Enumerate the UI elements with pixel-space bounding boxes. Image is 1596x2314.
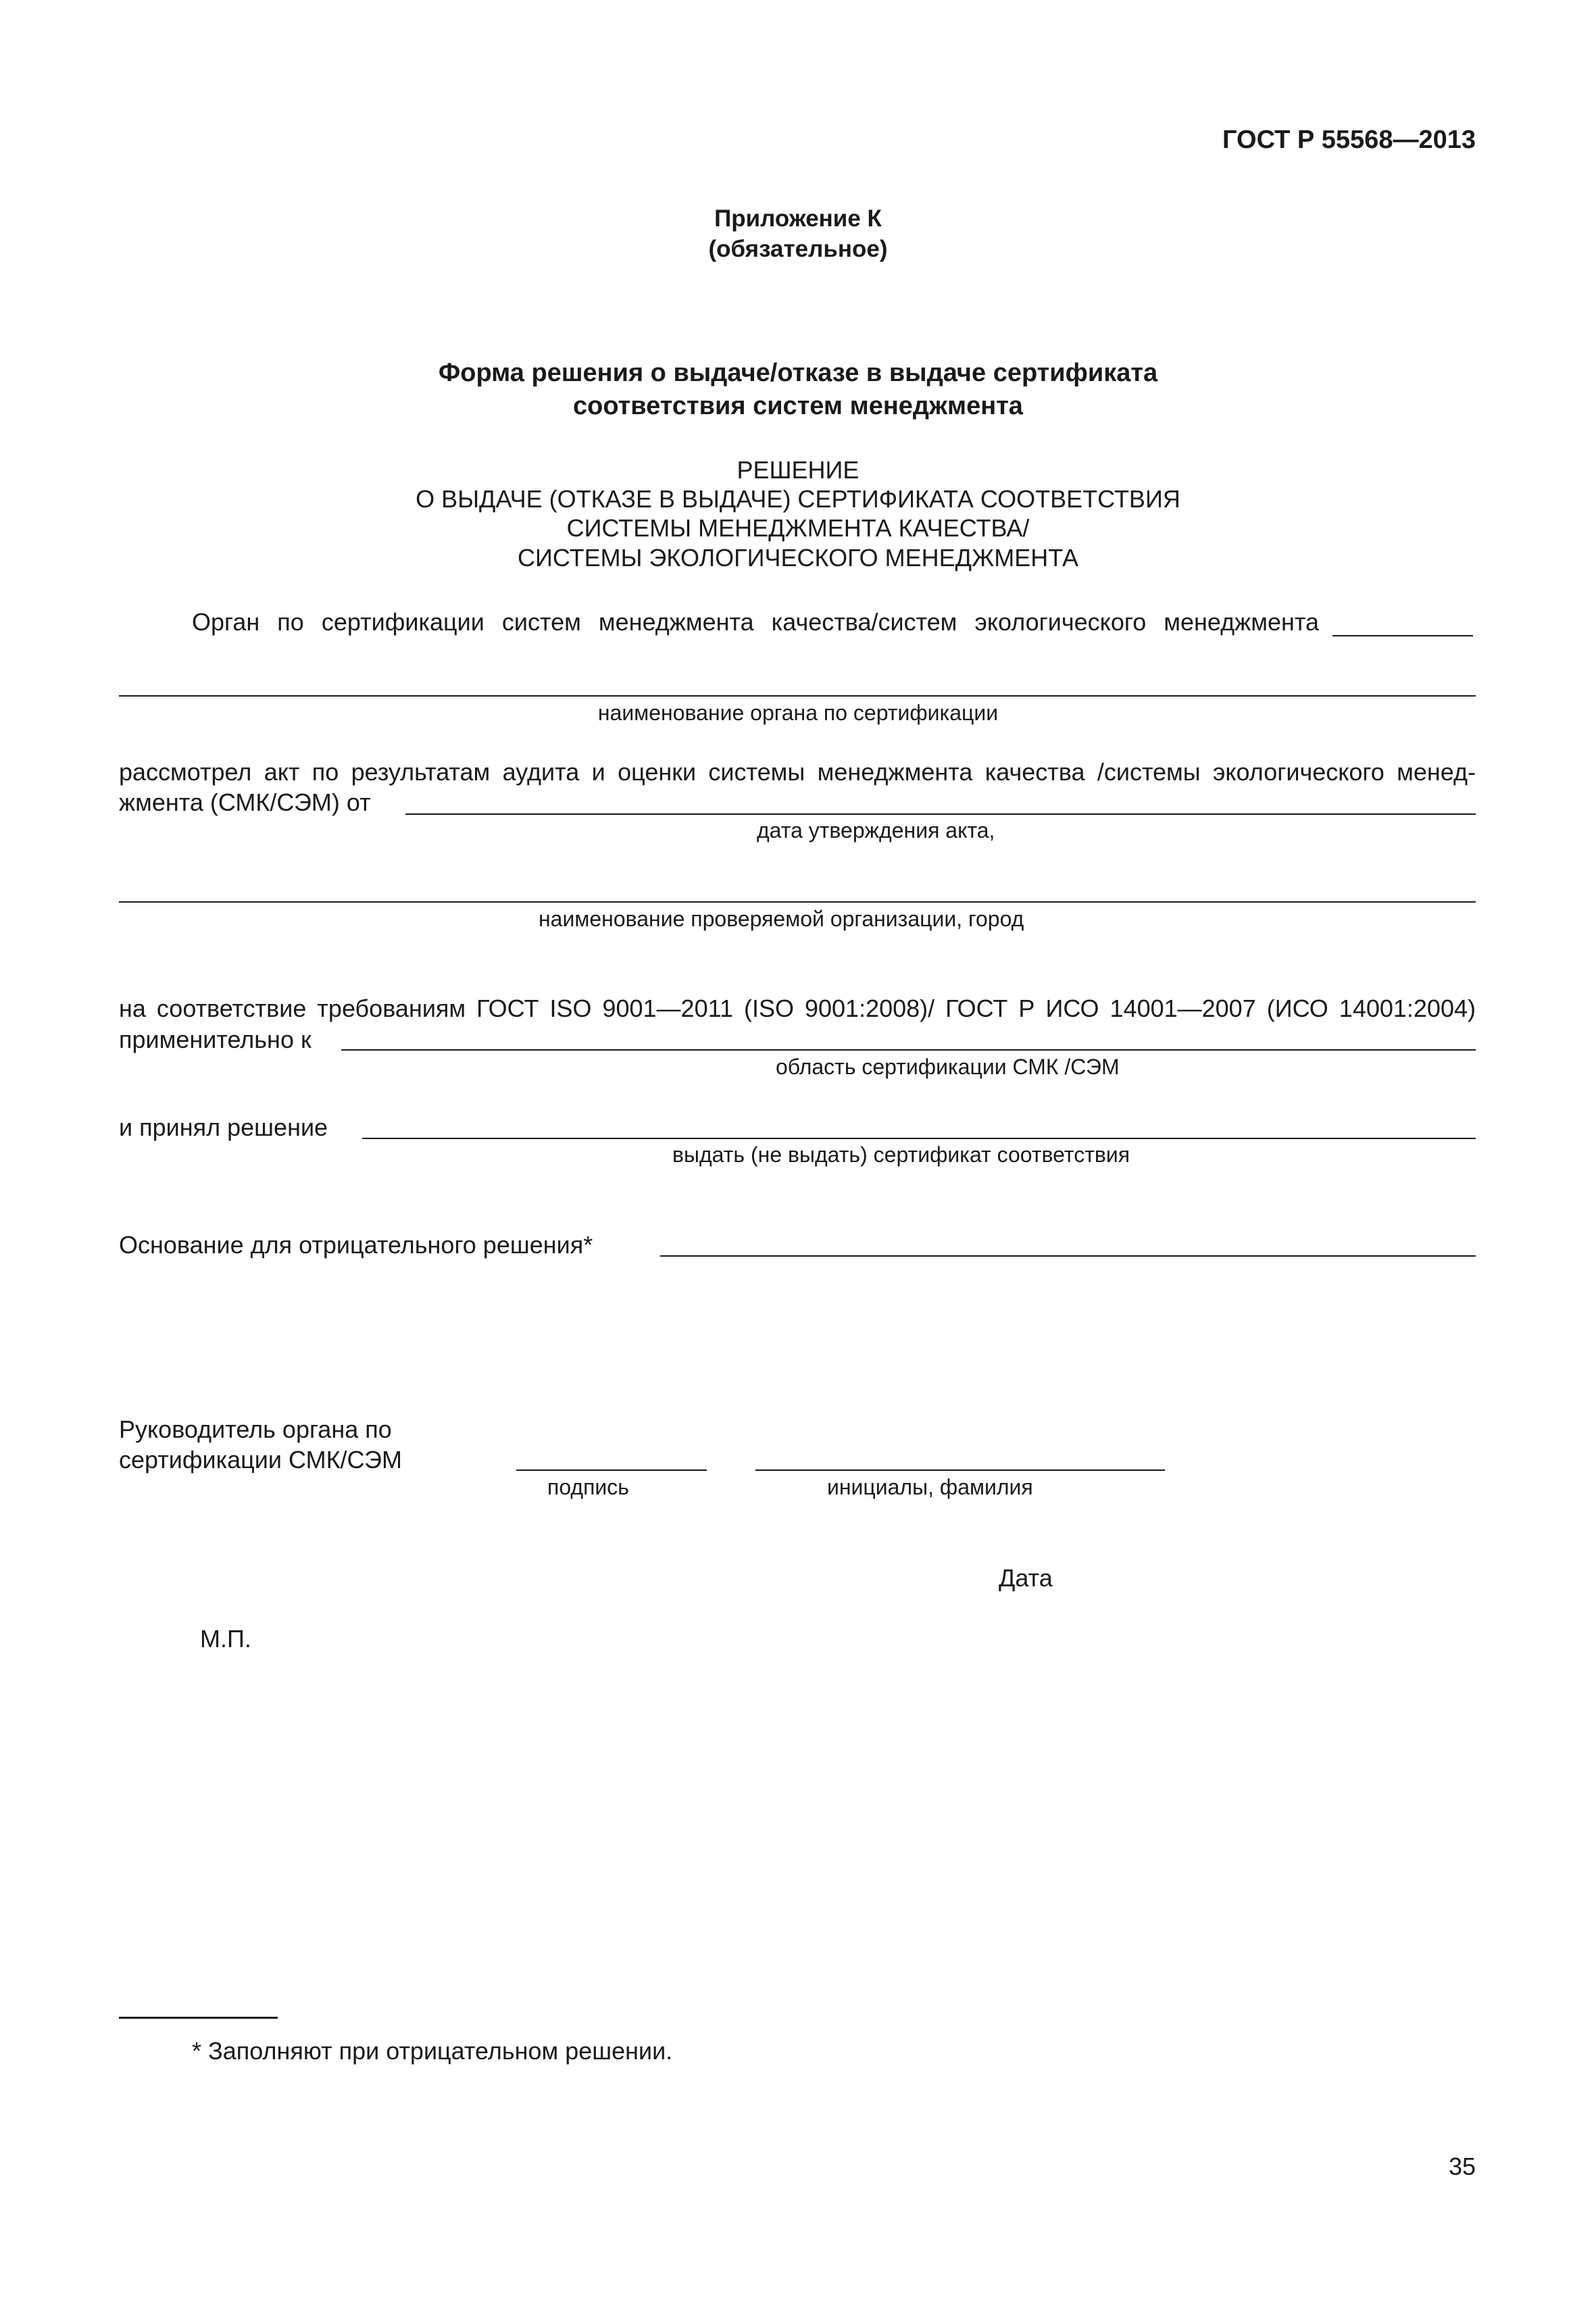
form-title-line1: Форма решения о выдаче/отказе в выдаче сертификата (438, 359, 1158, 387)
decision-subheading-1: О ВЫДАЧЕ (ОТКАЗЕ В ВЫДАЧЕ) СЕРТИФИКАТА СООТВЕТСТВИЯ (416, 485, 1180, 513)
decision-label: и принял решение (119, 1113, 328, 1141)
decision-subheading-2: СИСТЕМЫ МЕНЕДЖМЕНТА КАЧЕСТВА/ (566, 514, 1030, 542)
signature-caption: подпись (547, 1475, 629, 1499)
appendix-title: Приложение К (714, 205, 882, 232)
decision-caption: выдать (не выдать) сертификат соответствия (672, 1142, 1130, 1167)
cert-body-name-field[interactable] (119, 695, 1476, 697)
footnote-text: * Заполняют при отрицательном решении. (192, 2037, 673, 2065)
form-title-line2: соответствия систем менеджмента (573, 392, 1023, 420)
reviewed-text-line1: рассмотрел акт по результатам аудита и оценки системы менеджмента качества /системы экологического менед- (119, 758, 1476, 786)
compliance-text: на соответствие требованиям ГОСТ ISO 9001—2011 (ISO 9001:2008)/ ГОСТ Р ИСО 14001—2007 (ИСО 14001:2004) (119, 995, 1476, 1022)
date-label: Дата (999, 1564, 1053, 1592)
appendix-status: (обязательное) (708, 236, 888, 262)
organization-caption: наименование проверяемой организации, город (539, 907, 1024, 931)
standard-code: ГОСТ Р 55568—2013 (1222, 126, 1476, 154)
cert-body-inline-field[interactable] (1332, 635, 1473, 636)
applicable-label: применительно к (119, 1026, 311, 1053)
footnote-separator (119, 2017, 278, 2019)
reviewed-text-line2: жмента (СМК/СЭМ) от (119, 788, 371, 816)
negative-basis-field[interactable] (660, 1255, 1476, 1257)
certification-scope-field[interactable] (341, 1049, 1476, 1051)
signature-field[interactable] (516, 1469, 707, 1471)
decision-field[interactable] (362, 1138, 1476, 1139)
head-of-body-label-1: Руководитель органа по (119, 1415, 392, 1443)
page-number: 35 (1448, 2153, 1476, 2180)
decision-subheading-3: СИСТЕМЫ ЭКОЛОГИЧЕСКОГО МЕНЕДЖМЕНТА (517, 544, 1079, 572)
negative-basis-label: Основание для отрицательного решения* (119, 1231, 593, 1259)
act-date-field[interactable] (405, 813, 1476, 815)
seal-label: М.П. (200, 1625, 251, 1653)
certification-scope-caption: область сертификации СМК /СЭМ (776, 1055, 1120, 1079)
name-caption: инициалы, фамилия (827, 1475, 1033, 1499)
head-of-body-label-2: сертификации СМК/СЭМ (119, 1446, 402, 1474)
name-field[interactable] (755, 1469, 1165, 1471)
act-date-caption: дата утверждения акта, (757, 818, 995, 842)
cert-body-text: Орган по сертификации систем менеджмента качества/систем экологического менеджмента (192, 608, 1319, 636)
organization-field[interactable] (119, 901, 1476, 903)
decision-heading: РЕШЕНИЕ (737, 456, 859, 484)
cert-body-caption: наименование органа по сертификации (597, 701, 999, 725)
